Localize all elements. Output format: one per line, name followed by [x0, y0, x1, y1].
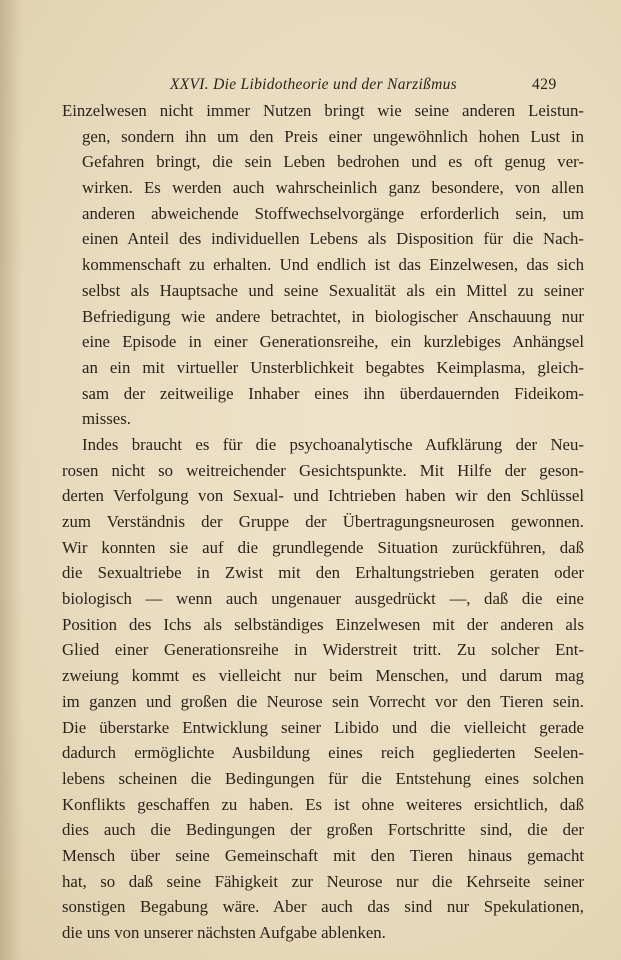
- text-line: wirken. Es werden auch wahrscheinlich ganz besondere, von allen: [82, 178, 584, 198]
- text-line: sonstigen Begabung wäre. Aber auch das sind nur Spekulationen,: [62, 897, 584, 917]
- text-line: Mensch über seine Gemeinschaft mit den Tieren hinaus gemacht: [62, 845, 584, 865]
- text-line: eine Episode in einer Generationsreihe, ein kurzlebiges Anhängsel: [82, 332, 584, 352]
- text-line: Indes braucht es für die psychoanalytische Aufklärung der Neu-: [82, 434, 584, 454]
- text-line: sam der zeitweilige Inhaber eines ihn überdauernden Fideikom-: [82, 383, 584, 403]
- text-line: Befriedigung wie andere betrachtet, in biologischer Anschauung nur: [82, 306, 584, 326]
- text-line: die uns von unserer nächsten Aufgabe ablenken.: [62, 923, 386, 942]
- text-line: zweiung kommt es vielleicht nur beim Menschen, und darum mag: [62, 666, 584, 686]
- text-line: Einzelwesen nicht immer Nutzen bringt wie seine anderen Leistun-: [62, 101, 584, 120]
- text-line: biologisch — wenn auch ungenauer ausgedrückt —, daß die eine: [62, 589, 584, 609]
- text-line: dies auch die Bedingungen der großen Fortschritte sind, die der: [62, 820, 584, 840]
- text-line: lebens scheinen die Bedingungen für die Entstehung eines solchen: [62, 768, 584, 788]
- text-line: an ein mit virtueller Unsterblichkeit begabtes Keimplasma, gleich-: [82, 357, 584, 377]
- body-text: [62, 98, 584, 946]
- text-line: selbst als Hauptsache und seine Sexualität als ein Mittel zu seiner: [82, 280, 584, 300]
- text-line: zum Verständnis der Gruppe der Übertragungsneurosen gewonnen.: [62, 512, 584, 531]
- text-line: Wir konnten sie auf die grundlegende Situation zurückführen, daß: [62, 537, 584, 557]
- text-line: Position des Ichs als selbständiges Einzelwesen mit der anderen als: [62, 614, 584, 634]
- running-head-title: XXVI. Die Libidotheorie und der Narzißmus: [170, 76, 457, 93]
- text-line: kommenschaft zu erhalten. Und endlich ist das Einzelwesen, das sich: [82, 255, 584, 275]
- gutter-shadow: [0, 0, 22, 960]
- text-line: misses.: [82, 409, 131, 429]
- text-line: Konflikts geschaffen zu haben. Es ist ohne weiteres ersichtlich, daß: [62, 794, 584, 814]
- page-number: 429: [532, 76, 557, 93]
- text-line: im ganzen und großen die Neurose sein Vorrecht vor den Tieren sein.: [62, 691, 584, 711]
- text-line: einen Anteil des individuellen Lebens als Disposition für die Nach-: [82, 229, 584, 249]
- text-line: Die überstarke Entwicklung seiner Libido und die vielleicht gerade: [62, 717, 584, 737]
- text-line: anderen abweichende Stoffwechselvorgänge erforderlich sein, um: [82, 203, 584, 223]
- text-line: hat, so daß seine Fähigkeit zur Neurose nur die Kehrseite seiner: [62, 871, 584, 891]
- text-line: gen, sondern ihn um den Preis einer ungewöhnlich hohen Lust in: [82, 126, 584, 146]
- text-line: die Sexualtriebe in Zwist mit den Erhaltungstrieben geraten oder: [62, 563, 584, 583]
- text-line: derten Verfolgung von Sexual- und Ichtrieben haben wir den Schlüssel: [62, 486, 584, 506]
- text-line: rosen nicht so weitreichender Gesichtspunkte. Mit Hilfe der geson-: [62, 460, 584, 480]
- running-head: [0, 76, 621, 96]
- text-line: Gefahren bringt, die sein Leben bedrohen und es oft genug ver-: [82, 152, 584, 172]
- text-line: dadurch ermöglichte Ausbildung eines reich gegliederten Seelen-: [62, 743, 584, 763]
- text-line: Glied einer Generationsreihe in Widerstreit tritt. Zu solcher Ent-: [62, 640, 584, 660]
